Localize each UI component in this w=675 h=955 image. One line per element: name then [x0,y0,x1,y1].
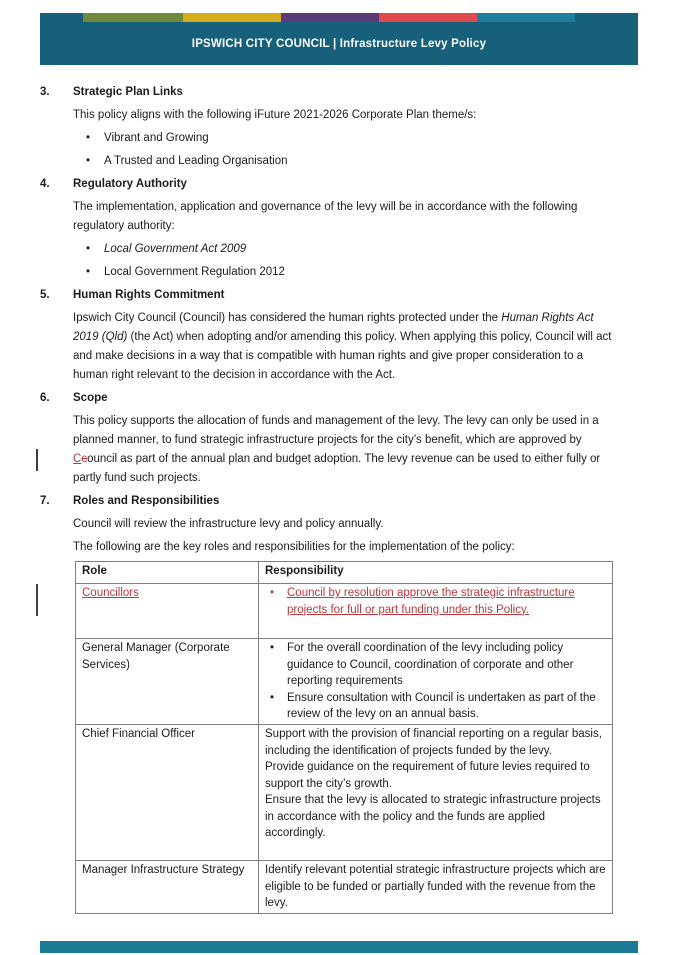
table-body [76,584,613,914]
text-segment: Local Government Regulation 2012 [104,266,285,278]
inserted-text: Councillors [82,587,139,599]
header-banner [40,22,638,65]
text-segment: Ensure that the levy is allocated to strategic infrastructure projects in accordance with the policy and the funds are applied accordingly. [265,794,601,839]
brand-stripe [575,13,638,22]
text-segment: The implementation, application and governance of the levy will be in accordance with the following regulatory authority: [73,201,578,232]
section [40,389,640,488]
text-segment: Council will review the infrastructure levy and policy annually. [73,518,384,530]
text-segment: The following are the key roles and responsibilities for the implementation of the policy: [73,541,515,553]
bullet-text [104,240,246,259]
text-segment: For the overall coordination of the levy including policy guidance to Council, coordination of corporate and other reporting requirements [287,642,574,687]
section-body [73,106,613,171]
section-body [73,515,613,557]
text-segment: Ipswich City Council (Council) has considered the human rights protected under the [73,312,502,324]
section-title: Scope [73,392,108,404]
brand-stripe [40,13,83,22]
section-heading [40,286,640,305]
text-segment: Ensure consultation with Council is undertaken as part of the review of the levy on an annual basis. [287,691,596,720]
brand-stripe [281,13,379,22]
section-number: 4. [40,178,50,190]
text-segment: ouncil as part of the annual plan and budget adoption. The levy revenue can be used to either fully or partly fund such projects. [73,453,601,484]
bullet-item [265,690,606,723]
bullet-icon: • [86,266,91,278]
section-heading [40,83,640,102]
bullet-item [265,640,606,690]
column-header: Role [76,562,259,584]
section [40,175,640,282]
text-segment: Identify relevant potential strategic infrastructure projects which are eligible to be funded or partially funded with the revenue from the levy. [265,864,606,909]
page-title: IPSWICH CITY COUNCIL | Infrastructure Levy Policy [191,37,487,50]
section-title: Strategic Plan Links [73,86,183,98]
column-header: Responsibility [259,562,613,584]
bullet-icon: • [270,642,275,654]
bullet-item [73,129,613,148]
role-cell [76,725,259,861]
sections-container [40,83,640,557]
bullet-text [287,640,606,690]
text-segment: (the Act) when adopting and/or amending this policy. When applying this policy, Council will act and make decisions in a way that is compatible with human rights and give proper consideration to a human right relevant to the decision in accordance with the Act. [73,331,612,381]
text-segment: Human Rights Act 2019 (Qld) [73,312,594,343]
paragraph [265,862,606,912]
responsibility-cell [259,861,613,914]
section-body [73,309,613,385]
document-content [40,83,640,914]
text-segment: Provide guidance on the requirement of future levies required to support the city’s growth. [265,761,590,790]
text-segment: Support with the provision of financial reporting on a regular basis, including the identification of projects funded by the levy. [265,728,602,757]
inserted-text: C [73,453,82,465]
bullet-text [104,263,285,282]
bullet-icon: • [86,132,91,144]
paragraph [73,538,613,557]
text-segment: A Trusted and Leading Organisation [104,155,288,167]
footer-bar [40,941,638,953]
paragraph [265,726,606,759]
roles-responsibilities-table [75,561,613,914]
section-number: 7. [40,495,50,507]
section [40,286,640,385]
tracked-change-bar [36,449,38,471]
section-title: Human Rights Commitment [73,289,225,301]
text-segment: Vibrant and Growing [104,132,209,144]
bullet-icon: • [86,243,91,255]
bullet-text [287,690,606,723]
brand-stripe [477,13,575,22]
table-row [76,584,613,639]
section-title: Roles and Responsibilities [73,495,220,507]
section-number: 5. [40,289,50,301]
tracked-change-bar [36,584,38,616]
brand-stripe [83,13,183,22]
text-segment: General Manager (Corporate Services) [82,642,230,671]
bullet-text [287,585,606,618]
section-heading [40,389,640,408]
document-header [40,13,638,65]
section-heading [40,492,640,511]
bullet-item [73,263,613,282]
paragraph [73,412,613,488]
paragraph [73,309,613,385]
brand-stripe [379,13,477,22]
text-segment: This policy aligns with the following iFuture 2021-2026 Corporate Plan theme/s: [73,109,477,121]
brand-stripes [40,13,638,22]
text-segment: This policy supports the allocation of funds and management of the levy. The levy can only be used in a planned manner, to fund strategic infrastructure projects for the city’s benefit, which are approved by [73,415,599,446]
section-number: 6. [40,392,50,404]
bullet-text [104,152,288,171]
section [40,492,640,557]
table-header [76,562,613,584]
text-segment: Chief Financial Officer [82,728,195,740]
responsibility-cell [259,639,613,725]
section [40,83,640,171]
inserted-text: Council by resolution approve the strategic infrastructure projects for full or part funding under this Policy. [287,587,575,616]
role-cell [76,861,259,914]
responsibility-cell [259,725,613,861]
text-segment: Local Government Act 2009 [104,243,247,255]
bullet-text [104,129,209,148]
text-segment: Manager Infrastructure Strategy [82,864,245,876]
table-row [76,725,613,861]
table-row [76,861,613,914]
section-title: Regulatory Authority [73,178,187,190]
role-cell [76,584,259,639]
responsibility-cell [259,584,613,639]
section-body [73,412,613,488]
table-row [76,639,613,725]
paragraph [265,759,606,792]
section-body [73,198,613,282]
paragraph [73,198,613,236]
paragraph [265,792,606,842]
role-cell [76,639,259,725]
section-heading [40,175,640,194]
bullet-icon: • [270,587,275,599]
paragraph [73,515,613,534]
section-number: 3. [40,86,50,98]
bullet-item [73,152,613,171]
bullet-icon: • [270,691,275,704]
deleted-text: c [81,453,88,465]
table-header-row [76,562,613,584]
brand-stripe [183,13,281,22]
bullet-item [73,240,613,259]
bullet-icon: • [86,155,91,167]
bullet-item [265,585,606,618]
paragraph [73,106,613,125]
